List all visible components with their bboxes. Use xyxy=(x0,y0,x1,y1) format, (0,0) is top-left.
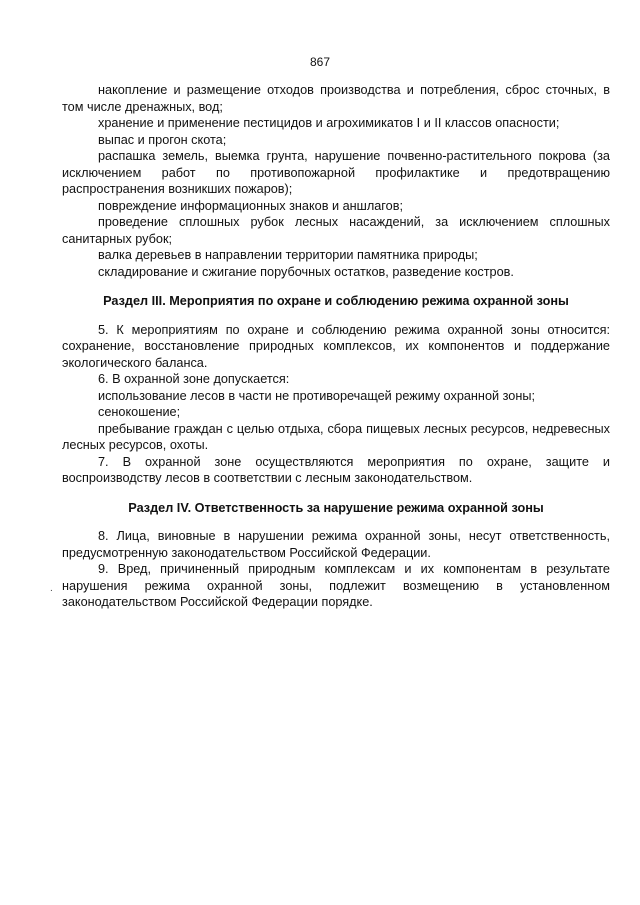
list-item: хранение и применение пестицидов и агрохимикатов I и II классов опасности; xyxy=(98,116,560,130)
prohibited-activities-list xyxy=(62,82,610,280)
list-item: выпас и прогон скота; xyxy=(98,132,227,147)
paragraph: 8. Лица, виновные в нарушении режима охранной зоны, несут ответственность, предусмотренную законодательством Российской Федерации. xyxy=(62,529,610,560)
document-body xyxy=(62,82,610,611)
paragraph: пребывание граждан с целью отдыха, сбора пищевых лесных ресурсов, недревесных лесных ресурсов, охоты. xyxy=(62,421,610,452)
list-item: валка деревьев в направлении территории памятника природы; xyxy=(98,248,478,262)
list-item: повреждение информационных знаков и аншлагов; xyxy=(98,198,403,213)
section-4-body xyxy=(62,528,610,611)
list-item: проведение сплошных рубок лесных насаждений, за исключением сплошных санитарных рубок; xyxy=(62,215,610,246)
scan-speck: . xyxy=(50,583,53,594)
paragraph: 9. Вред, причиненный природным комплексам и их компонентам в результате нарушения режима охранной зоны, подлежит возмещению в установленном законодательством Российской Федерации порядке. xyxy=(62,562,610,609)
section-3-body xyxy=(62,322,610,487)
paragraph: сенокошение; xyxy=(98,405,181,419)
paragraph: использование лесов в части не противоречащей режиму охранной зоны; xyxy=(98,388,535,403)
list-item: складирование и сжигание порубочных остатков, разведение костров. xyxy=(98,264,514,279)
paragraph: 6. В охранной зоне допускается: xyxy=(98,372,290,386)
section-4-heading: Раздел IV. Ответственность за нарушение режима охранной зоны xyxy=(128,500,544,515)
section-3-heading: Раздел III. Мероприятия по охране и соблюдению режима охранной зоны xyxy=(103,294,569,308)
list-item: накопление и размещение отходов производства и потребления, сброс сточных, в том числе дренажных, вод; xyxy=(62,83,610,114)
list-item: распашка земель, выемка грунта, нарушение почвенно-растительного покрова (за исключением работ по противопожарной профилактике и предотвращению распространения возникших пожаров); xyxy=(62,149,610,196)
paragraph: 7. В охранной зоне осуществляются мероприятия по охране, защите и воспроизводству лесов в соответствии с лесным законодательством. xyxy=(62,454,610,485)
page-number: 867 xyxy=(309,55,331,69)
paragraph: 5. К мероприятиям по охране и соблюдению режима охранной зоны относится: сохранение, восстановление природных комплексов, их компонентов и поддержание экологического баланса. xyxy=(62,322,610,370)
